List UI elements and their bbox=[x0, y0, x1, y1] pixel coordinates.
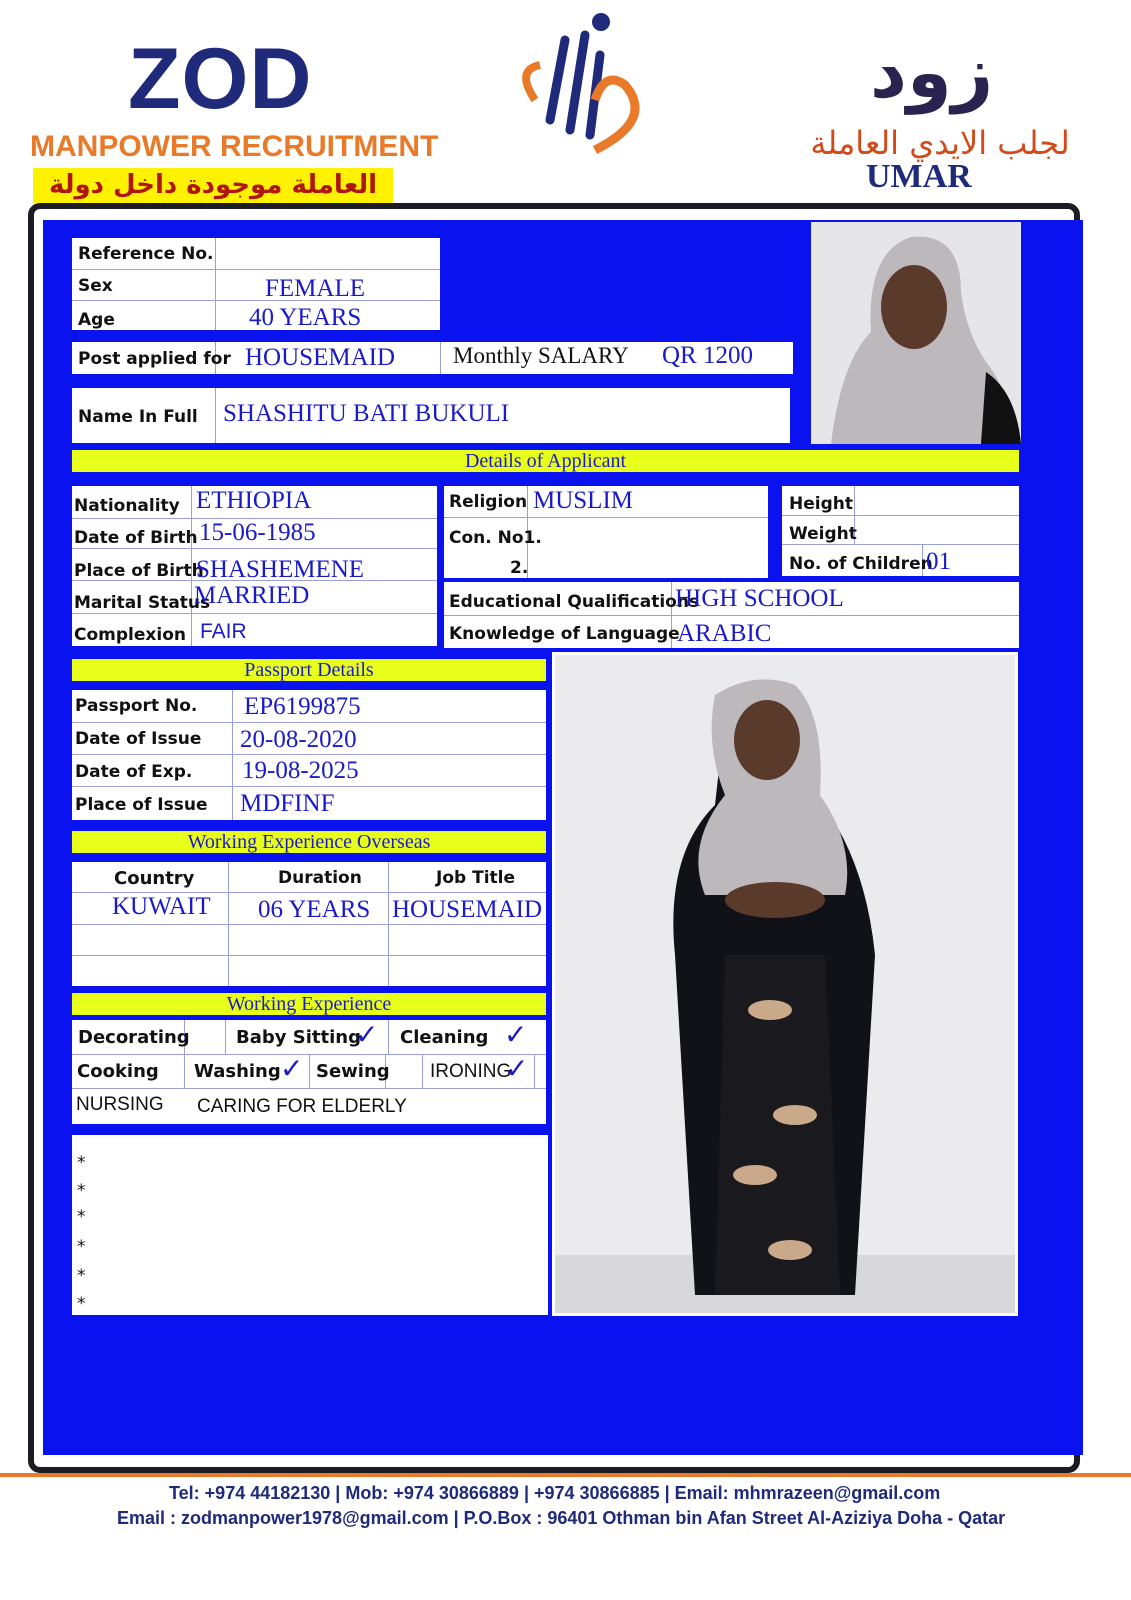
education-value: HIGH SCHOOL bbox=[675, 585, 844, 612]
salary-value: QR 1200 bbox=[662, 342, 753, 369]
marital-value: MARRIED bbox=[194, 582, 310, 609]
nationality-label: Nationality bbox=[74, 496, 180, 516]
overseas-heading: Working Experience Overseas bbox=[72, 831, 546, 853]
salary-label: Monthly SALARY bbox=[453, 343, 629, 368]
col-job-title: Job Title bbox=[436, 868, 515, 888]
language-label: Knowledge of Language bbox=[449, 624, 680, 644]
physical-details-table bbox=[782, 486, 1019, 576]
applicant-full-photo bbox=[552, 652, 1018, 1316]
footer-contact-line-2: Email : zodmanpower1978@gmail.com | P.O.Box : 96401 Othman bin Afan Street Al-Aziziya Doha - Qatar bbox=[117, 1508, 1006, 1528]
reference-label: Reference No. bbox=[78, 244, 214, 264]
issue-place-label: Place of Issue bbox=[75, 795, 208, 815]
post-salary-row bbox=[72, 342, 793, 374]
personal-details-table bbox=[72, 486, 437, 646]
contact1-label: Con. No1. bbox=[449, 528, 542, 548]
col-country: Country bbox=[114, 868, 195, 889]
washing-check-icon: ✓ bbox=[280, 1052, 304, 1085]
pob-label: Place of Birth bbox=[74, 561, 204, 581]
details-heading: Details of Applicant bbox=[72, 450, 1019, 472]
full-name-row bbox=[72, 388, 790, 443]
sex-value: FEMALE bbox=[265, 275, 365, 302]
arabic-logo: زود bbox=[870, 30, 994, 114]
complexion-label: Complexion bbox=[74, 625, 186, 645]
overseas-country: KUWAIT bbox=[112, 893, 211, 920]
issue-date-value: 20-08-2020 bbox=[240, 726, 357, 753]
arabic-availability-banner: العاملة موجودة داخل دولة bbox=[33, 168, 393, 203]
skill-sewing: Sewing bbox=[316, 1061, 390, 1082]
note-bullet: * bbox=[77, 1237, 86, 1257]
weight-label: Weight bbox=[789, 524, 857, 544]
skill-cleaning: Cleaning bbox=[400, 1027, 489, 1048]
skill-ironing: IRONING bbox=[430, 1061, 512, 1082]
passport-table bbox=[72, 690, 546, 820]
education-label: Educational Qualifications bbox=[449, 592, 700, 612]
overseas-duration: 06 YEARS bbox=[258, 896, 371, 923]
issue-place-value: MDFINF bbox=[240, 790, 335, 817]
children-label: No. of Children bbox=[789, 554, 933, 574]
religion-contact-table bbox=[444, 486, 768, 578]
dob-label: Date of Birth bbox=[74, 528, 198, 548]
notes-box bbox=[72, 1135, 548, 1315]
contact2-label: 2. bbox=[510, 558, 529, 578]
company-logo-icon bbox=[505, 10, 665, 190]
nationality-value: ETHIOPIA bbox=[196, 487, 312, 514]
experience-table bbox=[72, 1020, 546, 1124]
dob-value: 15-06-1985 bbox=[199, 519, 316, 546]
cleaning-check-icon: ✓ bbox=[504, 1018, 528, 1051]
ironing-check-icon: ✓ bbox=[505, 1052, 529, 1085]
name-value: SHASHITU BATI BUKULI bbox=[223, 400, 510, 427]
marital-label: Marital Status bbox=[74, 593, 211, 613]
brand-subtitle: MANPOWER RECRUITMENT bbox=[30, 130, 439, 163]
note-bullet: * bbox=[77, 1181, 86, 1201]
expiry-date-label: Date of Exp. bbox=[75, 762, 193, 782]
arabic-subtitle: لجلب الايدي العاملة bbox=[810, 124, 1070, 162]
religion-value: MUSLIM bbox=[533, 487, 634, 514]
passport-number-label: Passport No. bbox=[75, 696, 198, 716]
footer-divider bbox=[0, 1473, 1131, 1477]
note-bullet: * bbox=[77, 1207, 86, 1227]
reference-table bbox=[72, 238, 440, 330]
age-value: 40 YEARS bbox=[249, 304, 362, 331]
umar-label: UMAR bbox=[866, 158, 972, 195]
sex-label: Sex bbox=[78, 276, 113, 296]
complexion-value: FAIR bbox=[200, 620, 247, 643]
post-value: HOUSEMAID bbox=[245, 344, 395, 371]
pob-value: SHASHEMENE bbox=[196, 556, 365, 583]
brand-name: ZOD bbox=[128, 31, 313, 127]
children-value: 01 bbox=[926, 548, 951, 575]
post-label: Post applied for bbox=[78, 349, 231, 369]
experience-heading: Working Experience bbox=[72, 993, 546, 1015]
skill-washing: Washing bbox=[194, 1061, 281, 1082]
note-bullet: * bbox=[77, 1294, 86, 1314]
education-language-table bbox=[444, 582, 1019, 648]
passport-heading: Passport Details bbox=[72, 659, 546, 681]
issue-date-label: Date of Issue bbox=[75, 729, 202, 749]
religion-label: Religion bbox=[449, 492, 528, 512]
name-label: Name In Full bbox=[78, 407, 198, 427]
passport-number-value: EP6199875 bbox=[244, 693, 361, 720]
skill-decorating: Decorating bbox=[78, 1027, 190, 1048]
expiry-date-value: 19-08-2025 bbox=[242, 757, 359, 784]
overseas-job: HOUSEMAID bbox=[392, 896, 542, 923]
col-duration: Duration bbox=[278, 868, 362, 888]
baby-sitting-check-icon: ✓ bbox=[355, 1018, 379, 1051]
overseas-table bbox=[72, 862, 546, 986]
language-value: ARABIC bbox=[677, 620, 772, 647]
age-label: Age bbox=[78, 310, 115, 330]
skill-cooking: Cooking bbox=[77, 1061, 159, 1082]
applicant-portrait-photo bbox=[811, 222, 1021, 444]
skill-caring-elderly: CARING FOR ELDERLY bbox=[197, 1096, 407, 1117]
note-bullet: * bbox=[77, 1266, 86, 1286]
footer-contact-line-1: Tel: +974 44182130 | Mob: +974 30866889 | +974 30866885 | Email: mhmrazeen@gmail.com bbox=[169, 1483, 941, 1503]
skill-nursing: NURSING bbox=[76, 1094, 164, 1115]
skill-baby-sitting: Baby Sitting bbox=[236, 1027, 361, 1048]
note-bullet: * bbox=[77, 1153, 86, 1173]
height-label: Height bbox=[789, 494, 853, 514]
